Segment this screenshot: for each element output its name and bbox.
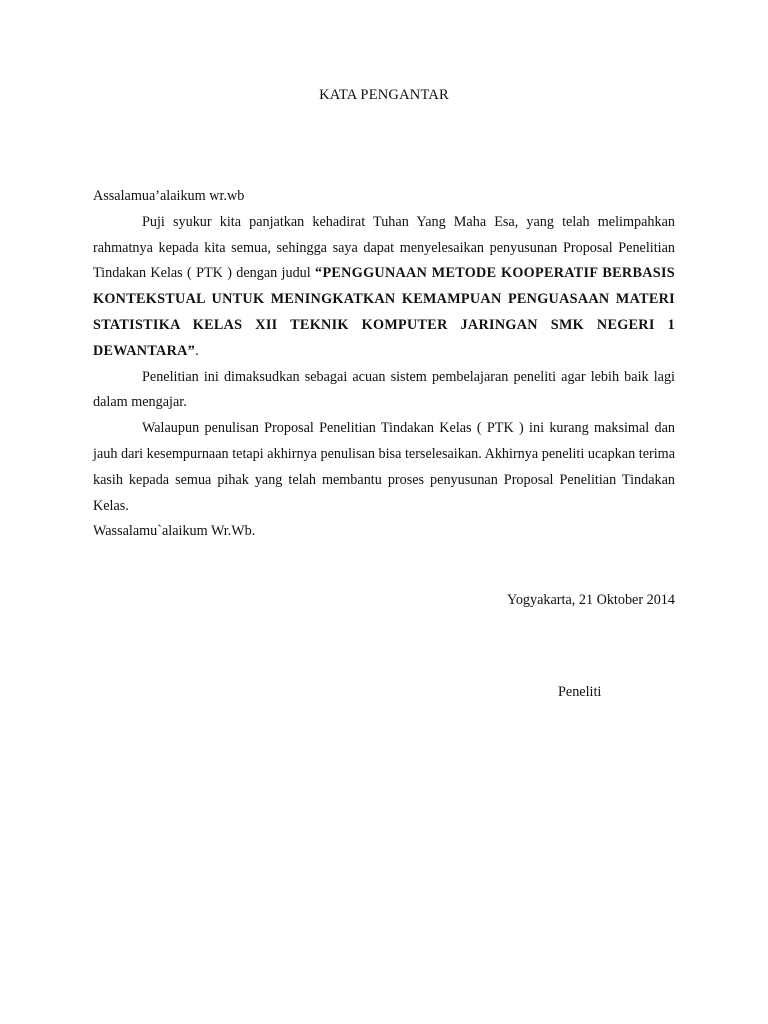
research-title-quote: “ (315, 265, 323, 282)
signer-label: Peneliti (558, 684, 602, 700)
greeting-text: Assalamua’alaikum wr.wb (93, 188, 245, 204)
paragraph-intro (93, 210, 675, 365)
closing-text: Wassalamu`alaikum Wr.Wb. (93, 523, 256, 540)
paragraph-intro-lead: Puji syukur kita panjatkan kehadirat Tuhan Yang Maha Esa, yang telah melimpahkan rahmatnya kepada kita semua, sehingga saya dapat menyelesaikan penyusunan Proposal Penelitian Tindakan Kelas ( PTK ) dengan judul (93, 213, 675, 282)
document-body (93, 184, 675, 545)
paragraph-intro-end: . (195, 342, 199, 359)
page-title: KATA PENGANTAR (319, 87, 449, 103)
place-date: Yogyakarta, 21 Oktober 2014 (507, 592, 675, 608)
paragraph-thanks: Walaupun penulisan Proposal Penelitian Tindakan Kelas ( PTK ) ini kurang maksimal dan jauh dari kesempurnaan tetapi akhirnya penulisan bisa terselesaikan. Akhirnya peneliti ucapkan terima kasih kepada semua pihak yang telah membantu proses penyusunan Proposal Penelitian Tindakan Kelas. (93, 420, 675, 514)
research-title: PENGGUNAAN METODE KOOPERATIF BERBASIS KONTEKSTUAL UNTUK MENINGKATKAN KEMAMPUAN PENGUASAAN MATERI STATISTIKA KELAS XII TEKNIK KOMPUTER JARINGAN SMK NEGERI 1 DEWANTARA” (93, 265, 675, 359)
paragraph-purpose: Penelitian ini dimaksudkan sebagai acuan sistem pembelajaran peneliti agar lebih baik lagi dalam mengajar. (93, 368, 675, 411)
